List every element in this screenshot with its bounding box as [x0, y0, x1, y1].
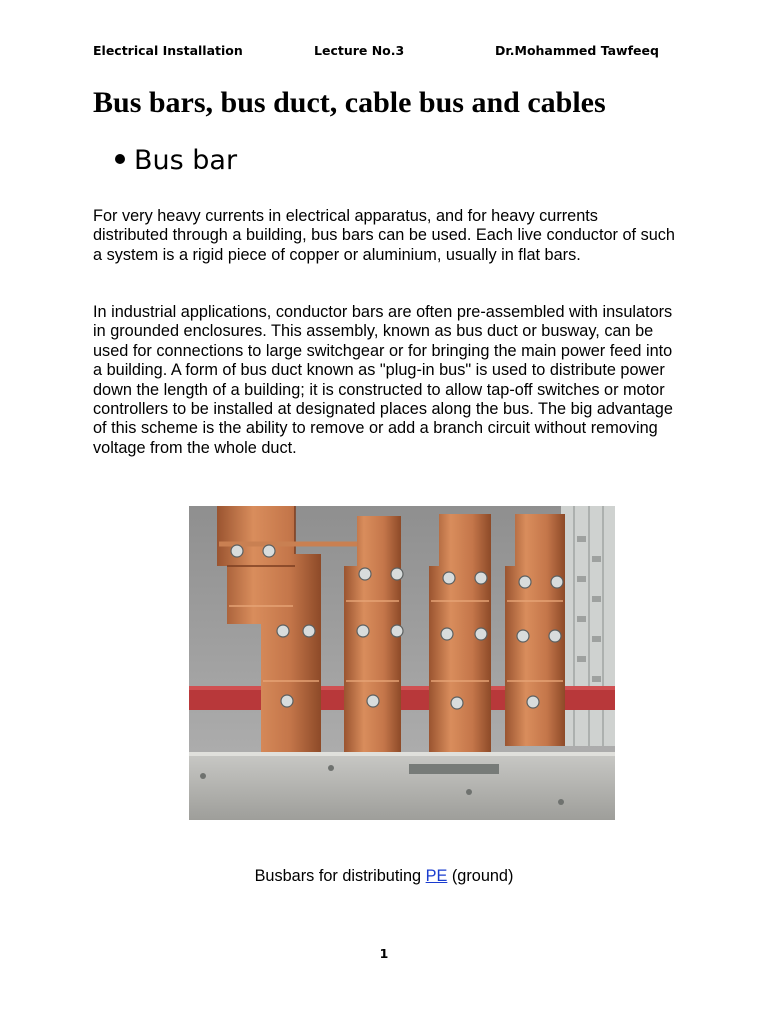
paragraph-intro: For very heavy currents in electrical apparatus, and for heavy currents distributed through a building, bus bars can be used. Each live conductor of such a system is a rigid piece of copper or aluminium, usually in flat bars.: [93, 207, 675, 264]
page-header: [0, 43, 768, 63]
paragraph-bus-duct: In industrial applications, conductor bars are often pre-assembled with insulators in grounded enclosures. This assembly, known as bus duct or busway, can be used for connections to large switchgear or for bringing the main power feed into a building. A form of bus duct known as "plug-in bus" is used to distribute power down the length of a building; it is constructed to allow tap-off switches or motor controllers to be installed at designated places along the bus. The big advantage of this scheme is the ability to remove or add a branch circuit without removing voltage from the whole duct.: [93, 303, 673, 457]
pe-link[interactable]: PE: [425, 867, 448, 885]
page-number: 1: [379, 946, 389, 961]
caption-suffix: (ground): [447, 867, 514, 885]
caption-prefix: Busbars for distributing: [254, 867, 426, 885]
busbar-photo: [189, 506, 615, 820]
header-lecture: Lecture No.3: [314, 43, 405, 58]
page-title: Bus bars, bus duct, cable bus and cables: [93, 86, 606, 119]
header-course: Electrical Installation: [93, 43, 243, 58]
section-heading: [115, 145, 237, 176]
figure-caption: [0, 867, 768, 886]
bullet-icon: [115, 154, 125, 164]
header-author: Dr.Mohammed Tawfeeq: [495, 43, 659, 58]
section-heading-label: Bus bar: [134, 145, 238, 176]
